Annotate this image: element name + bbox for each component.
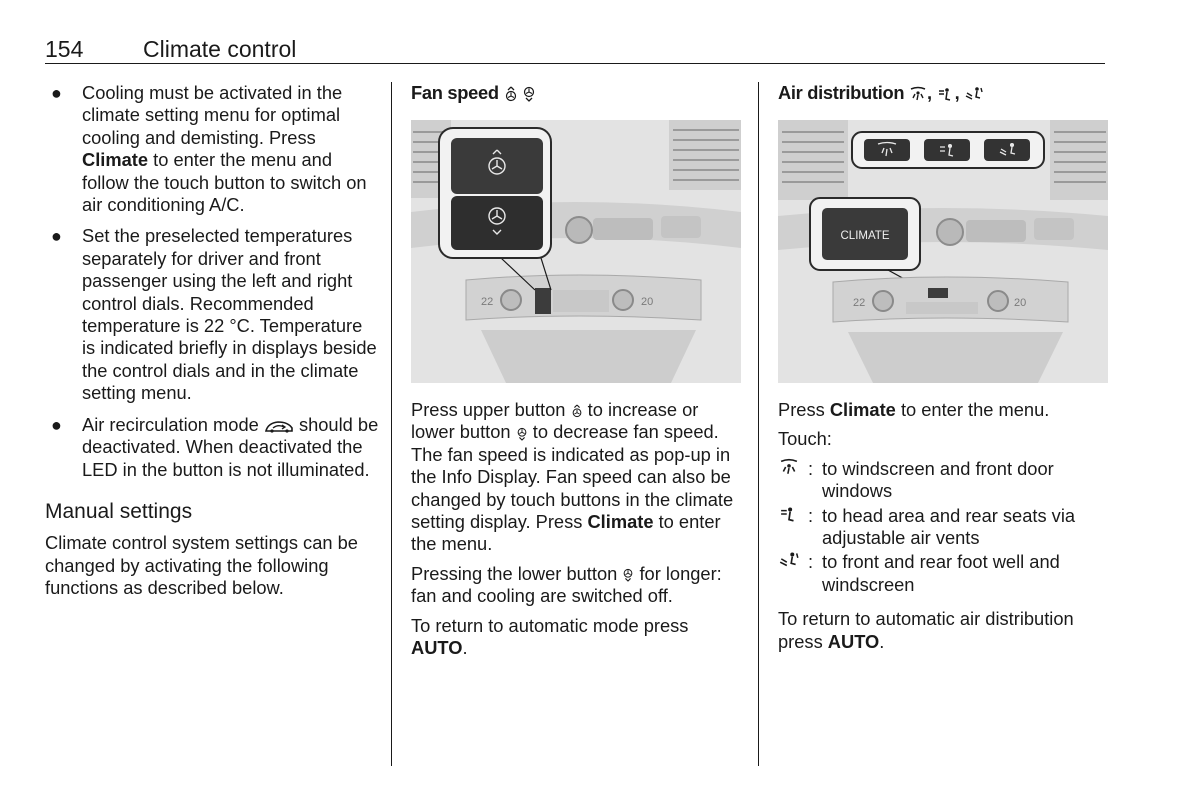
section-heading: Manual settings	[45, 499, 193, 523]
fan-up-icon	[504, 86, 518, 102]
column-divider	[758, 82, 759, 766]
touch-label: Touch:	[778, 428, 832, 450]
page-header	[45, 34, 1105, 64]
foot-well-icon	[778, 551, 800, 569]
fan-speed-heading: Fan speed	[411, 82, 746, 106]
left-temp-readout: 22	[481, 296, 494, 308]
page-title: Climate control	[143, 36, 297, 62]
page-number: 154	[45, 36, 84, 62]
air-distribution-paragraph-2: To return to automatic air distribution press AUTO.	[778, 608, 1074, 652]
column-1	[45, 82, 380, 607]
fan-speed-illustration	[411, 120, 741, 383]
recirculation-icon	[264, 419, 294, 433]
list-item: ● Set the preselected temperatures separately for driver and front passenger using the left and right control dials. Recommended temperature is 22 °C. Temperature is indicated briefly in displays beside the control dials and in the climate setting menu.	[51, 225, 377, 404]
list-item: : to front and rear foot well and windscreen	[778, 551, 1108, 596]
column-2	[411, 82, 746, 666]
fan-speed-photo	[411, 120, 741, 383]
windscreen-icon	[909, 86, 927, 102]
air-distribution-paragraph-1: Press Climate to enter the menu.	[778, 399, 1050, 420]
fan-down-icon	[516, 427, 528, 441]
list-item: ● Cooling must be activated in the climate setting menu for optimal cooling and demisting. Press Climate to enter the menu and follow the touch button to switch on air conditioning A/C.	[51, 82, 367, 216]
column-divider	[391, 82, 392, 766]
column-3	[778, 82, 1108, 660]
fan-down-icon	[522, 86, 536, 102]
right-temp-readout: 20	[641, 296, 654, 308]
list-item: : to windscreen and front door windows	[778, 458, 1108, 503]
list-item: : to head area and rear seats via adjustable air vents	[778, 505, 1108, 550]
climate-button-label: CLIMATE	[840, 230, 890, 242]
air-distribution-photo	[778, 120, 1108, 383]
section-text: Climate control system settings can be changed by activating the following functions as described below.	[45, 532, 358, 599]
head-area-icon	[778, 505, 800, 523]
fan-speed-paragraph-1: Press upper button to increase or lower button to decrease fan speed. The fan speed is indicated as pop-up in the Info Display. Fan speed can also be changed by touch buttons in the climate setting display. Press Climate to enter the menu.	[411, 399, 734, 555]
air-distribution-illustration	[778, 120, 1108, 383]
windscreen-icon	[778, 458, 800, 476]
fan-down-icon	[622, 568, 634, 582]
bullet-dot: ●	[51, 226, 62, 247]
right-temp-readout: 20	[1014, 297, 1027, 309]
list-item: ● Air recirculation mode should be deactivated. When deactivated the LED in the button is not illuminated.	[51, 413, 379, 480]
foot-well-icon	[964, 86, 984, 102]
fan-speed-paragraph-3: To return to automatic mode press AUTO.	[411, 614, 689, 659]
left-temp-readout: 22	[853, 297, 866, 309]
bullet-dot: ●	[51, 83, 62, 103]
head-area-icon	[937, 86, 955, 102]
fan-speed-paragraph-2: Pressing the lower button for longer: fan and cooling are switched off.	[411, 562, 722, 607]
fan-up-icon	[571, 404, 583, 418]
bullet-list	[45, 82, 380, 481]
air-distribution-heading: Air distribution , ,	[778, 82, 1108, 106]
bullet-dot: ●	[51, 414, 62, 435]
